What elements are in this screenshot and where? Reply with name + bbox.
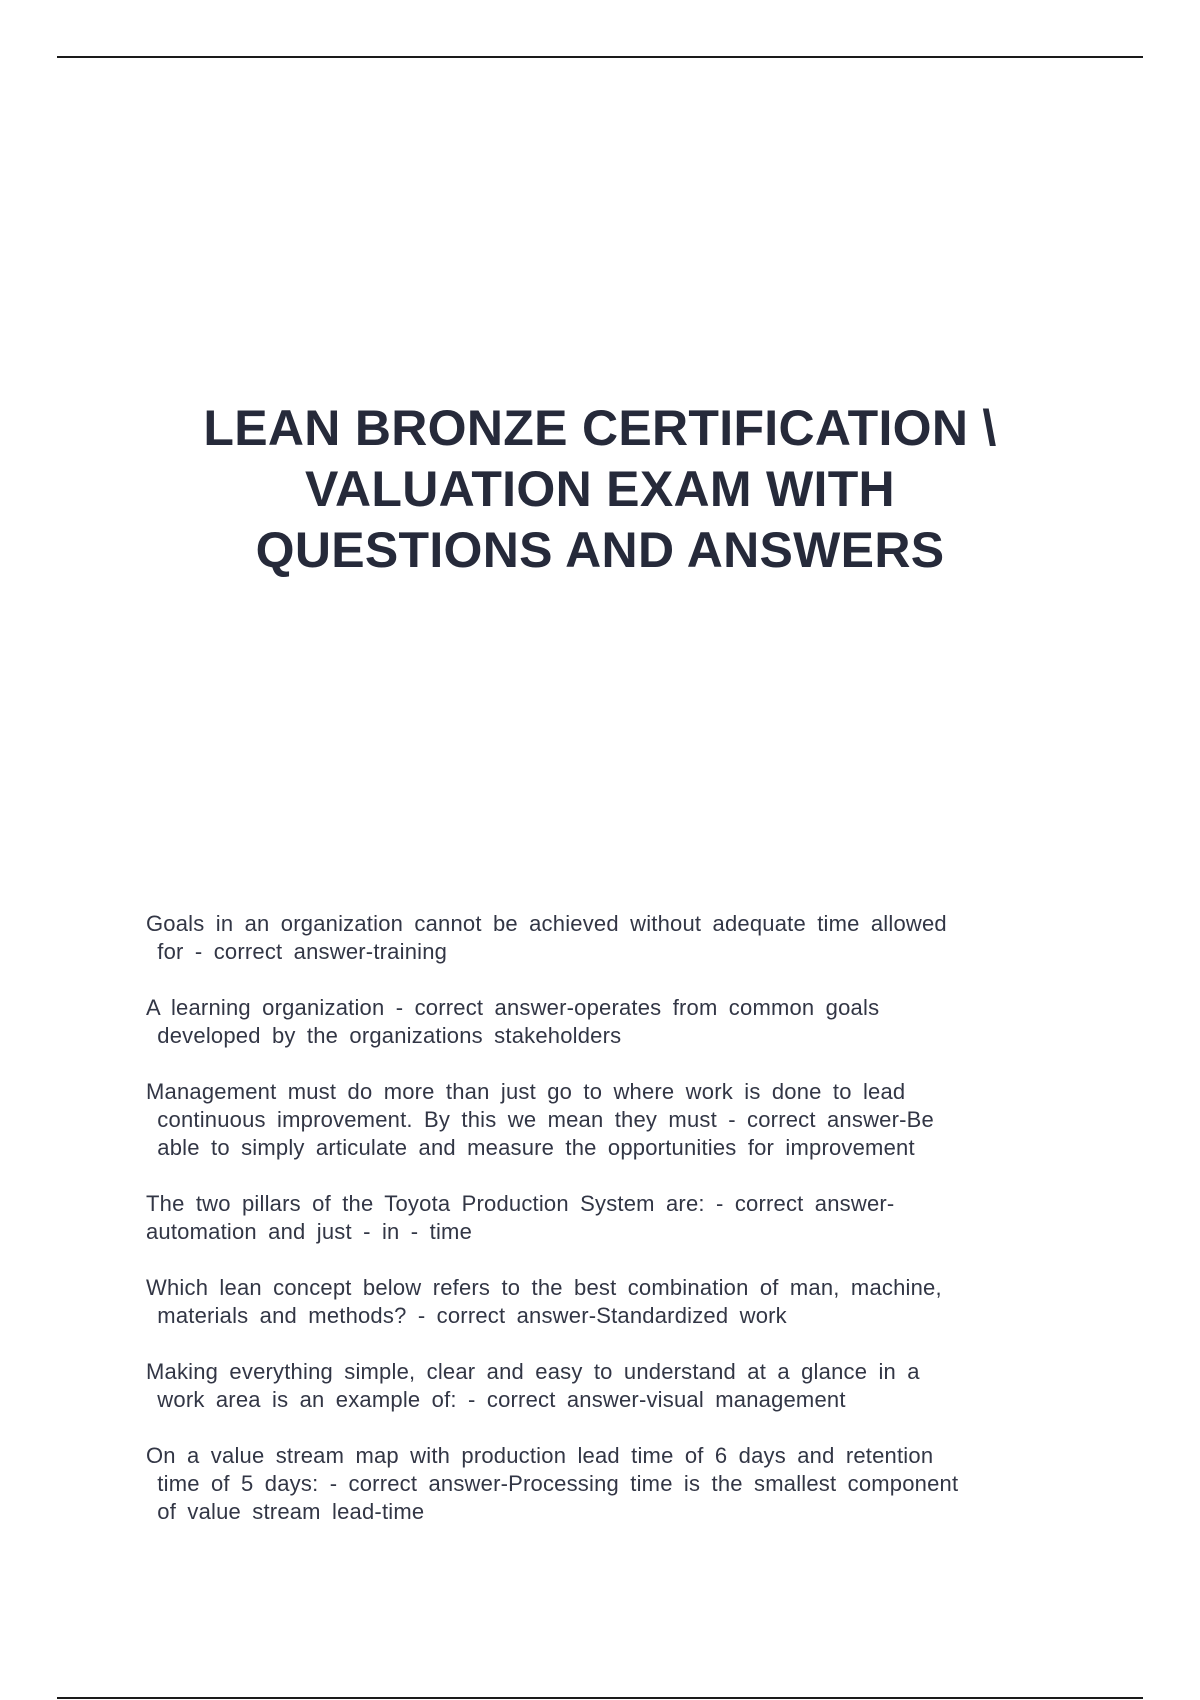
qa-item <box>146 1358 1046 1414</box>
qa-item <box>146 1190 1046 1246</box>
qa-line: developed by the organizations stakeholders <box>146 1023 622 1048</box>
qa-line: Which lean concept below refers to the best combination of man, machine, <box>146 1275 942 1300</box>
bottom-rule <box>57 1697 1143 1699</box>
qa-line: of value stream lead-time <box>146 1499 425 1524</box>
title-line: QUESTIONS AND ANSWERS <box>255 522 945 578</box>
qa-line: Goals in an organization cannot be achieved without adequate time allowed <box>146 911 947 936</box>
qa-line: able to simply articulate and measure the opportunities for improvement <box>146 1135 915 1160</box>
qa-line: automation and just - in - time <box>146 1219 473 1244</box>
title-line: LEAN BRONZE CERTIFICATION \ <box>203 400 997 456</box>
qa-item <box>146 910 1046 966</box>
qa-item <box>146 1078 1046 1162</box>
qa-line: for - correct answer-training <box>146 939 448 964</box>
qa-line: On a value stream map with production lead time of 6 days and retention <box>146 1443 934 1468</box>
qa-line: continuous improvement. By this we mean they must - correct answer-Be <box>146 1107 934 1132</box>
qa-item <box>146 1442 1046 1526</box>
title-line: VALUATION EXAM WITH <box>305 461 895 517</box>
document-title <box>100 398 1100 581</box>
qa-line: A learning organization - correct answer-operates from common goals <box>146 995 880 1020</box>
qa-item <box>146 1274 1046 1330</box>
qa-line: time of 5 days: - correct answer-Processing time is the smallest component <box>146 1471 959 1496</box>
qa-line: work area is an example of: - correct answer-visual management <box>146 1387 846 1412</box>
qa-item <box>146 994 1046 1050</box>
qa-line: The two pillars of the Toyota Production System are: - correct answer- <box>146 1191 895 1216</box>
qa-list <box>146 910 1046 1554</box>
top-rule <box>57 56 1143 58</box>
qa-line: materials and methods? - correct answer-Standardized work <box>146 1303 787 1328</box>
qa-line: Management must do more than just go to where work is done to lead <box>146 1079 906 1104</box>
qa-line: Making everything simple, clear and easy to understand at a glance in a <box>146 1359 920 1384</box>
